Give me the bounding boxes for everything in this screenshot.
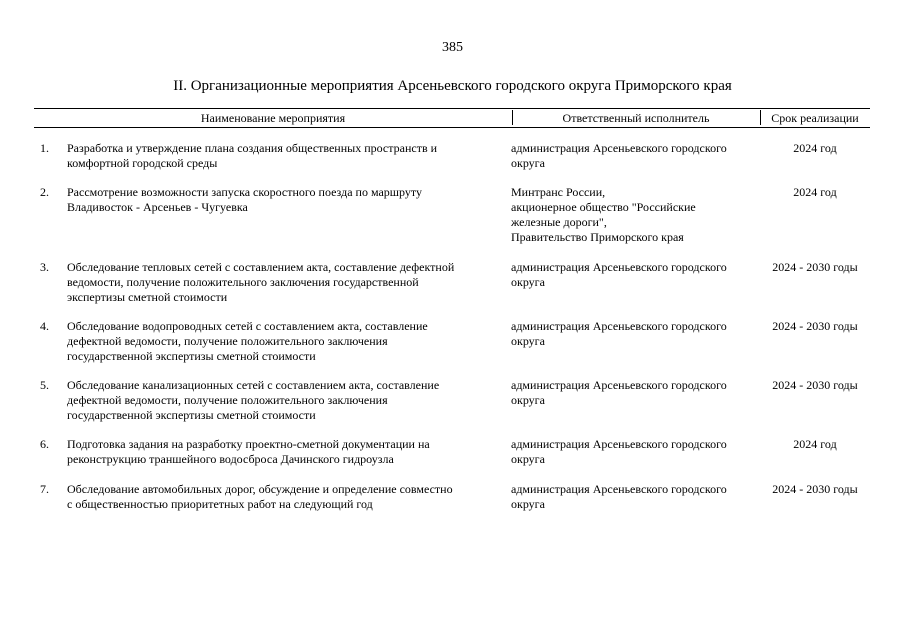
row-name-line: Рассмотрение возможности запуска скоростного поезда по маршруту xyxy=(67,185,422,199)
row-name-line: Обследование водопроводных сетей с составлением акта, составление xyxy=(67,319,428,333)
row-term: 2024 год xyxy=(793,141,837,155)
row-name-line: ведомости, получение положительного заключения государственной xyxy=(67,275,419,289)
row-term: 2024 - 2030 годы xyxy=(772,378,858,392)
row-executor xyxy=(511,141,756,171)
row-name xyxy=(67,319,497,364)
row-number: 2. xyxy=(40,185,49,199)
row-executor xyxy=(511,482,756,512)
row-name-line: государственной экспертизы сметной стоимости xyxy=(67,349,316,363)
row-executor-line: округа xyxy=(511,393,545,407)
row-name-line: дефектной ведомости, получение положительного заключения xyxy=(67,393,388,407)
row-number: 1. xyxy=(40,141,49,155)
row-number: 5. xyxy=(40,378,49,392)
header-executor: Ответственный исполнитель xyxy=(562,111,710,125)
row-executor xyxy=(511,185,756,245)
row-term: 2024 год xyxy=(793,185,837,199)
row-name-line: с общественностью приоритетных работ на следующий год xyxy=(67,497,373,511)
row-name xyxy=(67,482,497,512)
row-name-line: дефектной ведомости, получение положительного заключения xyxy=(67,334,388,348)
row-name-line: Владивосток - Арсеньев - Чугуевка xyxy=(67,200,248,214)
row-executor-line: акционерное общество "Российские xyxy=(511,200,696,214)
row-executor xyxy=(511,437,756,467)
row-term: 2024 - 2030 годы xyxy=(772,319,858,333)
row-executor-line: округа xyxy=(511,334,545,348)
row-name-line: государственной экспертизы сметной стоимости xyxy=(67,408,316,422)
header-term: Срок реализации xyxy=(771,111,859,125)
row-name xyxy=(67,260,497,305)
row-executor-line: округа xyxy=(511,156,545,170)
row-executor-line: округа xyxy=(511,497,545,511)
row-executor-line: округа xyxy=(511,275,545,289)
row-executor-line: администрация Арсеньевского городского xyxy=(511,437,727,451)
row-number: 6. xyxy=(40,437,49,451)
row-executor xyxy=(511,260,756,290)
row-name xyxy=(67,378,497,423)
row-term: 2024 - 2030 годы xyxy=(772,260,858,274)
row-name xyxy=(67,437,497,467)
row-name-line: Обследование автомобильных дорог, обсуждение и определение совместно xyxy=(67,482,453,496)
row-executor-line: железные дороги", xyxy=(511,215,607,229)
row-executor-line: администрация Арсеньевского городского xyxy=(511,319,727,333)
row-name-line: Разработка и утверждение плана создания общественных пространств и xyxy=(67,141,438,155)
header-name: Наименование мероприятия xyxy=(200,111,346,125)
row-name xyxy=(67,141,497,171)
row-executor-line: администрация Арсеньевского городского xyxy=(511,378,727,392)
row-name-line: экспертизы сметной стоимости xyxy=(67,290,228,304)
row-number: 4. xyxy=(40,319,49,333)
row-executor-line: администрация Арсеньевского городского xyxy=(511,260,727,274)
row-executor-line: Минтранс России, xyxy=(511,185,606,199)
row-name-line: комфортной городской среды xyxy=(67,156,218,170)
row-executor-line: округа xyxy=(511,452,545,466)
row-name-line: реконструкцию траншейного водосброса Дачинского гидроузла xyxy=(67,452,394,466)
row-executor xyxy=(511,319,756,349)
row-name-line: Обследование тепловых сетей с составлением акта, составление дефектной xyxy=(67,260,455,274)
row-term: 2024 - 2030 годы xyxy=(772,482,858,496)
section-title: II. Организационные мероприятия Арсеньевского городского округа Приморского края xyxy=(173,78,732,94)
table-header xyxy=(34,108,870,128)
row-number: 7. xyxy=(40,482,49,496)
row-executor-line: Правительство Приморского края xyxy=(511,230,684,244)
row-name-line: Подготовка задания на разработку проектно-сметной документации на xyxy=(67,437,430,451)
row-executor-line: администрация Арсеньевского городского xyxy=(511,482,727,496)
row-executor xyxy=(511,378,756,408)
row-executor-line: администрация Арсеньевского городского xyxy=(511,141,727,155)
row-name xyxy=(67,185,497,215)
row-name-line: Обследование канализационных сетей с составлением акта, составление xyxy=(67,378,440,392)
page-number: 385 xyxy=(442,40,463,55)
row-number: 3. xyxy=(40,260,49,274)
row-term: 2024 год xyxy=(793,437,837,451)
